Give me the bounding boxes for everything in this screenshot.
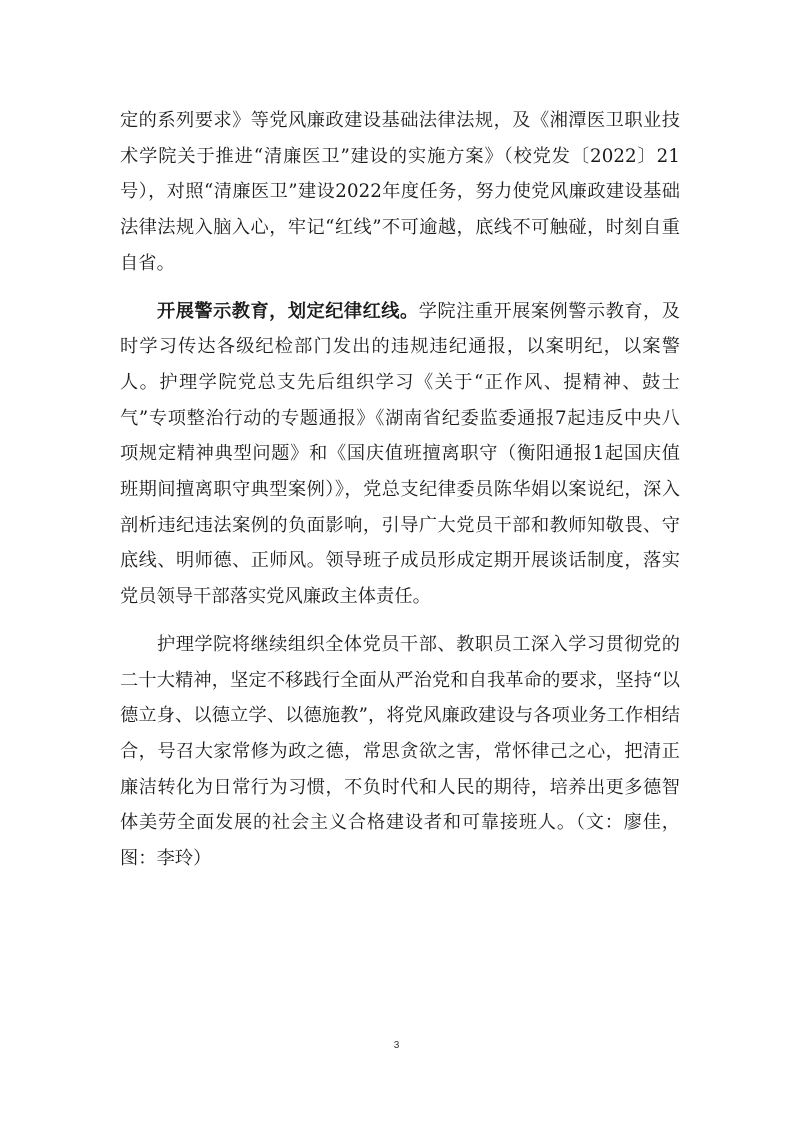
paragraph-2 bbox=[120, 294, 680, 615]
page-number: 3 bbox=[393, 1040, 400, 1051]
paragraph-3 bbox=[120, 627, 680, 877]
paragraph-2-lead: 开展警示教育，划定纪律红线。 bbox=[157, 300, 419, 322]
paragraph-3-text: 护理学院将继续组织全体党员干部、教职员工深入学习贯彻党的二十大精神，坚定不移践行全面从严治党和自我革命的要求，坚持“以德立身、以德立学、以德施教”，将党风廉政建设与各项业务工作相结合，号召大家常修为政之德，常思贪欲之害，常怀律己之心，把清正廉洁转化为日常行为习惯，不负时代和人民的期待，培养出更多德智体美劳全面发展的社会主义合格建设者和可靠接班人。（文：廖佳，图：李玲） bbox=[120, 633, 680, 870]
article-body bbox=[120, 103, 680, 877]
paragraph-1-text: 定的系列要求》等党风廉政建设基础法律法规，及《湘潭医卫职业技术学院关于推进“清廉医卫”建设的实施方案》（校党发〔2022〕21号），对照“清廉医卫”建设2022年度任务，努力使党风廉政建设基础法律法规入脑入心，牢记“红线”不可逾越，底线不可触碰，时刻自重自省。 bbox=[120, 110, 680, 274]
paragraph-1 bbox=[120, 103, 680, 282]
paragraph-2-text: 学院注重开展案例警示教育，及时学习传达各级纪检部门发出的违规违纪通报，以案明纪，以案警人。护理学院党总支先后组织学习《关于“正作风、提精神、鼓士气”专项整治行动的专题通报》《湖南省纪委监委通报7起违反中央八项规定精神典型问题》和《国庆值班擅离职守（衡阳通报1起国庆值班期间擅离职守典型案例）》，党总支纪律委员陈华娟以案说纪，深入剖析违纪违法案例的负面影响，引导广大党员干部和教师知敬畏、守底线、明师德、正师风。领导班子成员形成定期开展谈话制度，落实党员领导干部落实党风廉政主体责任。 bbox=[120, 300, 680, 608]
